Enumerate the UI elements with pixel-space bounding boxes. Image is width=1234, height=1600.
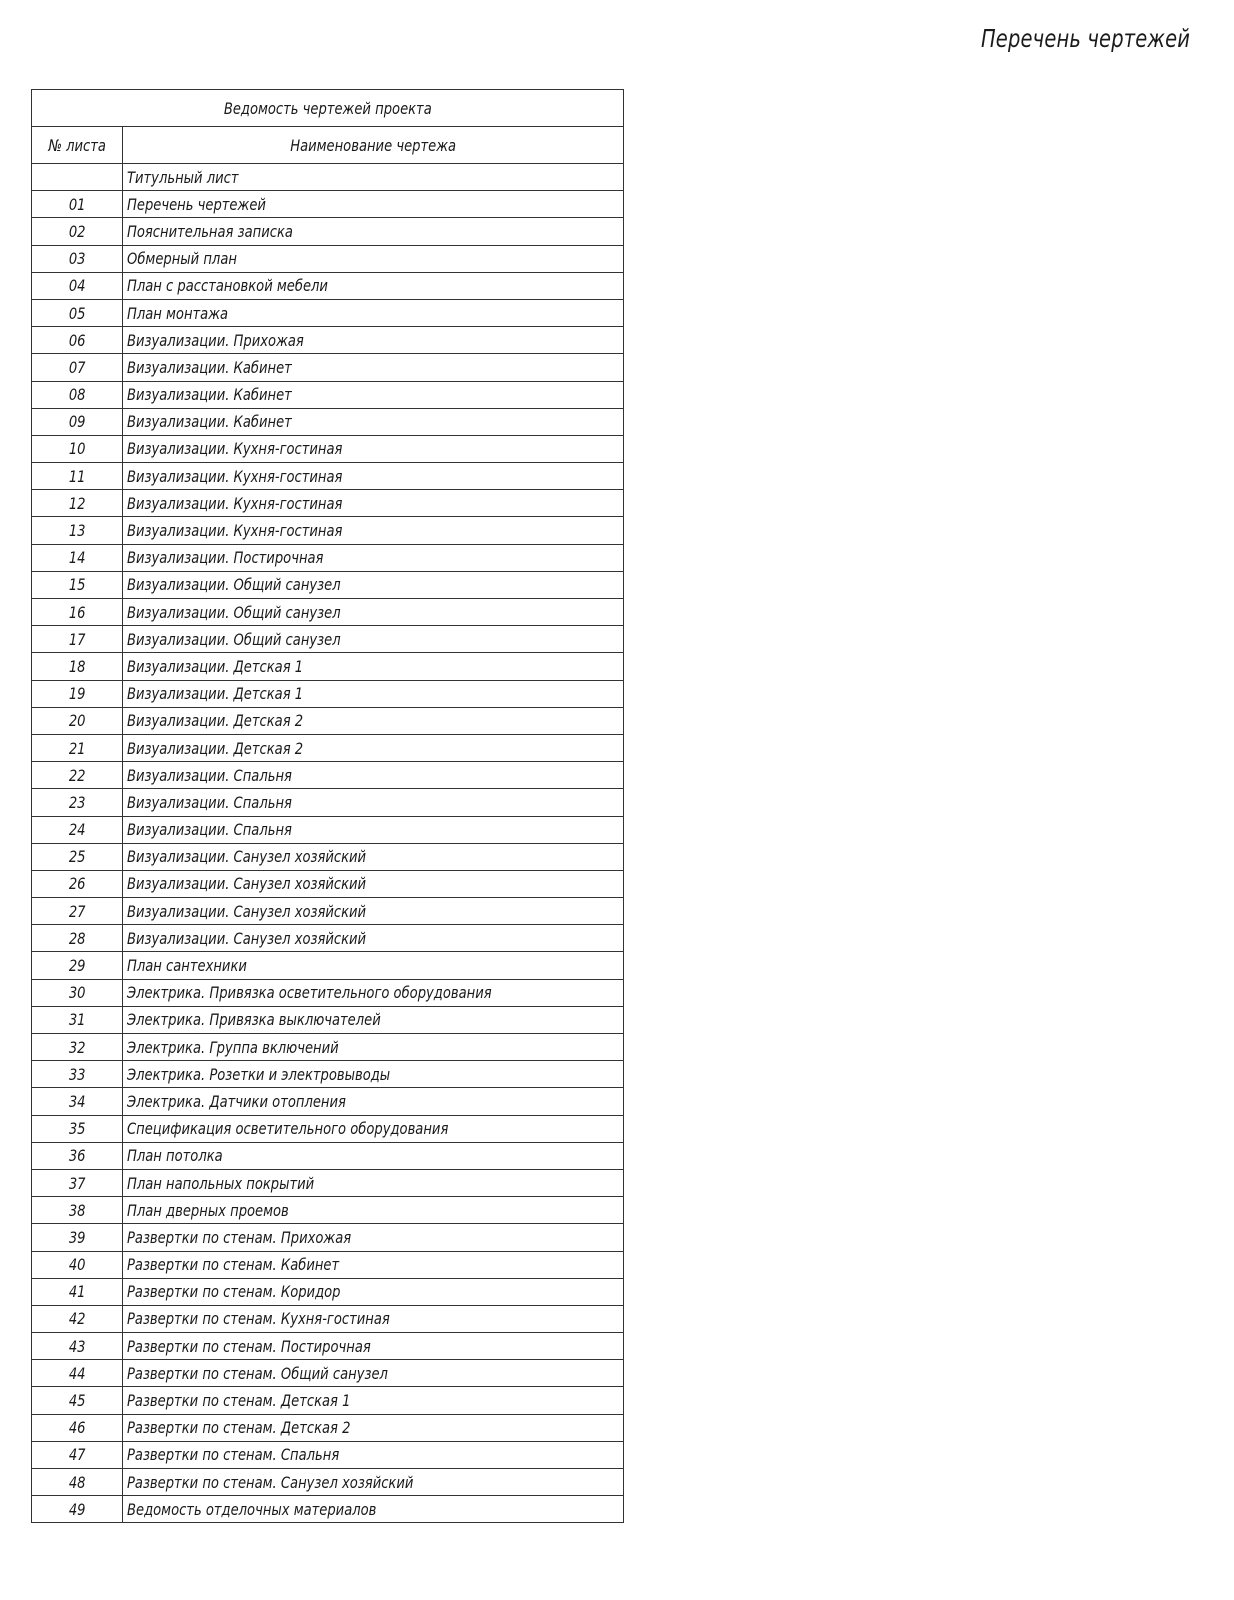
- drawing-name-cell: [123, 1006, 624, 1033]
- sheet-number: 49: [68, 1499, 86, 1519]
- drawing-name: План с расстановкой мебели: [127, 276, 329, 296]
- drawing-name-cell: [123, 272, 624, 299]
- table-row: [32, 544, 624, 571]
- drawing-name: Визуализации. Кухня-гостиная: [127, 521, 343, 541]
- sheet-number-cell: [32, 870, 123, 897]
- sheet-number: 23: [68, 792, 86, 812]
- drawing-name: Визуализации. Детская 1: [127, 684, 304, 704]
- drawing-name: Обмерный план: [127, 249, 238, 269]
- sheet-number: 06: [68, 330, 86, 350]
- table-row: [32, 1305, 624, 1332]
- sheet-number: 15: [68, 575, 86, 595]
- sheet-number-cell: [32, 245, 123, 272]
- sheet-number: 25: [68, 847, 86, 867]
- column-header-number: [32, 127, 123, 164]
- column-header-name: [123, 127, 624, 164]
- sheet-number-cell: [32, 680, 123, 707]
- drawing-name-cell: [123, 1034, 624, 1061]
- table-row: [32, 734, 624, 761]
- table-row: [32, 1006, 624, 1033]
- table-row: [32, 1414, 624, 1441]
- sheet-number: 20: [68, 711, 86, 731]
- drawing-name-cell: [123, 870, 624, 897]
- sheet-number: 30: [68, 983, 86, 1003]
- sheet-number: 02: [68, 221, 86, 241]
- table-row: [32, 1088, 624, 1115]
- sheet-number-cell: [32, 218, 123, 245]
- sheet-number-cell: [32, 816, 123, 843]
- table-row: [32, 1061, 624, 1088]
- sheet-number: 40: [68, 1255, 86, 1275]
- table-row: [32, 1197, 624, 1224]
- sheet-number-cell: [32, 544, 123, 571]
- sheet-number-cell: [32, 1115, 123, 1142]
- sheet-number-cell: [32, 653, 123, 680]
- table-row: [32, 898, 624, 925]
- drawing-name: План потолка: [127, 1146, 223, 1166]
- drawing-name-cell: [123, 1061, 624, 1088]
- drawing-name: Электрика. Датчики отопления: [127, 1091, 347, 1111]
- sheet-number: 26: [68, 874, 86, 894]
- drawing-name-cell: [123, 1169, 624, 1196]
- drawing-name-cell: [123, 1197, 624, 1224]
- sheet-number-cell: [32, 1360, 123, 1387]
- sheet-number: 43: [68, 1336, 86, 1356]
- drawing-name: Развертки по стенам. Спальня: [127, 1445, 340, 1465]
- table-row: [32, 408, 624, 435]
- drawing-name: Электрика. Группа включений: [127, 1037, 339, 1057]
- sheet-number: 12: [68, 493, 86, 513]
- table-row: [32, 1496, 624, 1523]
- drawing-name: Перечень чертежей: [127, 194, 267, 214]
- sheet-number: 29: [68, 956, 86, 976]
- drawing-name: Развертки по стенам. Детская 1: [127, 1391, 351, 1411]
- drawing-name: План дверных проемов: [127, 1200, 289, 1220]
- drawing-name-cell: [123, 408, 624, 435]
- drawing-name-cell: [123, 925, 624, 952]
- drawing-name: Визуализации. Санузел хозяйский: [127, 847, 367, 867]
- sheet-number-cell: [32, 898, 123, 925]
- sheet-number: 03: [68, 249, 86, 269]
- drawing-name: Визуализации. Кабинет: [127, 357, 292, 377]
- sheet-number: 39: [68, 1227, 86, 1247]
- table-row: [32, 680, 624, 707]
- table-row: [32, 843, 624, 870]
- sheet-number-cell: [32, 626, 123, 653]
- sheet-number: 35: [68, 1119, 86, 1139]
- sheet-number-cell: [32, 299, 123, 326]
- drawing-name-cell: [123, 1251, 624, 1278]
- drawing-name: Развертки по стенам. Санузел хозяйский: [127, 1472, 414, 1492]
- table-row: [32, 1251, 624, 1278]
- drawing-name-cell: [123, 599, 624, 626]
- drawing-name: Визуализации. Кухня-гостиная: [127, 466, 343, 486]
- drawing-name: Визуализации. Общий санузел: [127, 575, 341, 595]
- sheet-number-cell: [32, 1034, 123, 1061]
- drawing-name: Пояснительная записка: [127, 221, 294, 241]
- table-row: [32, 517, 624, 544]
- sheet-number-cell: [32, 707, 123, 734]
- table-row: [32, 1169, 624, 1196]
- drawing-name: Визуализации. Постирочная: [127, 548, 324, 568]
- sheet-number: 47: [68, 1445, 86, 1465]
- drawing-name-cell: [123, 762, 624, 789]
- drawing-name-cell: [123, 299, 624, 326]
- drawing-name: Визуализации. Спальня: [127, 765, 293, 785]
- drawing-name-cell: [123, 952, 624, 979]
- table-row: [32, 762, 624, 789]
- table-row: [32, 164, 624, 191]
- table-row: [32, 354, 624, 381]
- drawings-table: [31, 89, 624, 1523]
- sheet-number-cell: [32, 1469, 123, 1496]
- sheet-number-cell: [32, 571, 123, 598]
- drawing-name-cell: [123, 979, 624, 1006]
- drawing-name-cell: [123, 435, 624, 462]
- sheet-number-cell: [32, 435, 123, 462]
- drawing-name: Развертки по стенам. Постирочная: [127, 1336, 371, 1356]
- drawing-name-cell: [123, 816, 624, 843]
- table-row: [32, 1278, 624, 1305]
- drawing-name-cell: [123, 734, 624, 761]
- drawing-name: Визуализации. Общий санузел: [127, 629, 341, 649]
- sheet-number: 05: [68, 303, 86, 323]
- sheet-number-cell: [32, 1333, 123, 1360]
- sheet-number-cell: [32, 1224, 123, 1251]
- column-header-name-text: Наименование чертежа: [290, 135, 456, 155]
- sheet-number-cell: [32, 789, 123, 816]
- drawing-name-cell: [123, 680, 624, 707]
- sheet-number-cell: [32, 191, 123, 218]
- sheet-number-cell: [32, 1305, 123, 1332]
- drawing-name: Электрика. Привязка выключателей: [127, 1010, 381, 1030]
- sheet-number-cell: [32, 490, 123, 517]
- drawing-name-cell: [123, 517, 624, 544]
- drawing-name-cell: [123, 1224, 624, 1251]
- table-row: [32, 1115, 624, 1142]
- drawing-name: Электрика. Розетки и электровыводы: [127, 1064, 391, 1084]
- drawing-name-cell: [123, 1360, 624, 1387]
- sheet-number-cell: [32, 979, 123, 1006]
- drawing-name-cell: [123, 1088, 624, 1115]
- table-row: [32, 490, 624, 517]
- drawing-name-cell: [123, 653, 624, 680]
- table-header-row: [32, 127, 624, 164]
- table-row: [32, 1469, 624, 1496]
- table-caption-row: [32, 90, 624, 127]
- table-caption-text: Ведомость чертежей проекта: [223, 98, 432, 118]
- table-row: [32, 925, 624, 952]
- table-row: [32, 626, 624, 653]
- table-row: [32, 435, 624, 462]
- drawing-name-cell: [123, 843, 624, 870]
- drawing-name-cell: [123, 191, 624, 218]
- sheet-number-cell: [32, 843, 123, 870]
- drawing-name-cell: [123, 1115, 624, 1142]
- drawing-name: План монтажа: [127, 303, 229, 323]
- drawing-name: Визуализации. Кухня-гостиная: [127, 439, 343, 459]
- column-header-number-text: № листа: [48, 135, 106, 155]
- drawing-name: Визуализации. Санузел хозяйский: [127, 928, 367, 948]
- sheet-number: 32: [68, 1037, 86, 1057]
- sheet-number: 13: [68, 521, 86, 541]
- drawing-name: Электрика. Привязка осветительного оборудования: [127, 983, 492, 1003]
- table-caption: [32, 90, 624, 127]
- sheet-number: 37: [68, 1173, 86, 1193]
- drawing-name-cell: [123, 1333, 624, 1360]
- sheet-number: 33: [68, 1064, 86, 1084]
- sheet-number: 24: [68, 820, 86, 840]
- sheet-number-cell: [32, 1061, 123, 1088]
- sheet-number-cell: [32, 1251, 123, 1278]
- sheet-number-cell: [32, 1441, 123, 1468]
- sheet-number: 19: [68, 684, 86, 704]
- drawing-name-cell: [123, 707, 624, 734]
- drawing-name-cell: [123, 218, 624, 245]
- table-body: [32, 164, 624, 1523]
- drawing-name: План сантехники: [127, 956, 248, 976]
- sheet-number-cell: [32, 327, 123, 354]
- drawing-name-cell: [123, 544, 624, 571]
- drawing-name-cell: [123, 327, 624, 354]
- drawing-name: Спецификация осветительного оборудования: [127, 1119, 449, 1139]
- sheet-number-cell: [32, 1006, 123, 1033]
- sheet-number: 11: [68, 466, 86, 486]
- sheet-number-cell: [32, 164, 123, 191]
- drawing-name: Визуализации. Кухня-гостиная: [127, 493, 343, 513]
- sheet-number: 17: [68, 629, 86, 649]
- drawing-name-cell: [123, 898, 624, 925]
- table-row: [32, 870, 624, 897]
- drawing-name: Визуализации. Санузел хозяйский: [127, 901, 367, 921]
- drawing-name: Визуализации. Кабинет: [127, 412, 292, 432]
- sheet-number: 10: [68, 439, 86, 459]
- table-row: [32, 1224, 624, 1251]
- sheet-number-cell: [32, 1197, 123, 1224]
- table-row: [32, 218, 624, 245]
- sheet-number-cell: [32, 734, 123, 761]
- sheet-number: 07: [68, 357, 86, 377]
- drawing-name-cell: [123, 1496, 624, 1523]
- table-row: [32, 571, 624, 598]
- sheet-number: 41: [68, 1282, 86, 1302]
- table-row: [32, 979, 624, 1006]
- drawing-name-cell: [123, 626, 624, 653]
- sheet-number: 08: [68, 385, 86, 405]
- sheet-number: 27: [68, 901, 86, 921]
- drawing-name-cell: [123, 490, 624, 517]
- drawing-name: Ведомость отделочных материалов: [127, 1499, 377, 1519]
- sheet-number-cell: [32, 381, 123, 408]
- table-row: [32, 381, 624, 408]
- drawing-name-cell: [123, 164, 624, 191]
- sheet-number: 36: [68, 1146, 86, 1166]
- drawing-name-cell: [123, 1469, 624, 1496]
- table-row: [32, 653, 624, 680]
- sheet-number-cell: [32, 517, 123, 544]
- drawing-name: Визуализации. Прихожая: [127, 330, 304, 350]
- sheet-number-cell: [32, 1414, 123, 1441]
- table-row: [32, 299, 624, 326]
- table-row: [32, 707, 624, 734]
- sheet-number: 21: [68, 738, 86, 758]
- sheet-number-cell: [32, 1142, 123, 1169]
- table-row: [32, 816, 624, 843]
- drawing-name-cell: [123, 1142, 624, 1169]
- drawing-name-cell: [123, 1278, 624, 1305]
- sheet-number-cell: [32, 952, 123, 979]
- sheet-number-cell: [32, 1387, 123, 1414]
- drawing-name: Развертки по стенам. Кабинет: [127, 1255, 340, 1275]
- sheet-number: 46: [68, 1418, 86, 1438]
- drawing-name: Визуализации. Спальня: [127, 792, 293, 812]
- sheet-number: 42: [68, 1309, 86, 1329]
- sheet-number: 44: [68, 1363, 86, 1383]
- drawing-name: Развертки по стенам. Кухня-гостиная: [127, 1309, 390, 1329]
- sheet-number: 28: [68, 928, 86, 948]
- sheet-number-cell: [32, 762, 123, 789]
- drawing-name: План напольных покрытий: [127, 1173, 315, 1193]
- drawing-name-cell: [123, 354, 624, 381]
- drawing-name-cell: [123, 1387, 624, 1414]
- sheet-number-cell: [32, 354, 123, 381]
- drawing-name: Титульный лист: [127, 167, 239, 187]
- page-title: Перечень чертежей: [980, 24, 1190, 53]
- table-row: [32, 327, 624, 354]
- table-row: [32, 463, 624, 490]
- drawing-name-cell: [123, 381, 624, 408]
- sheet-number-cell: [32, 272, 123, 299]
- drawing-name: Развертки по стенам. Детская 2: [127, 1418, 351, 1438]
- sheet-number-cell: [32, 1278, 123, 1305]
- drawing-name: Визуализации. Детская 2: [127, 711, 304, 731]
- drawing-name: Визуализации. Детская 2: [127, 738, 304, 758]
- drawing-name: Визуализации. Санузел хозяйский: [127, 874, 367, 894]
- sheet-number: 38: [68, 1200, 86, 1220]
- drawing-name: Развертки по стенам. Коридор: [127, 1282, 341, 1302]
- table-row: [32, 1360, 624, 1387]
- drawing-name-cell: [123, 789, 624, 816]
- table-row: [32, 272, 624, 299]
- sheet-number: 01: [68, 194, 86, 214]
- sheet-number: 09: [68, 412, 86, 432]
- sheet-number-cell: [32, 1169, 123, 1196]
- drawing-name-cell: [123, 1414, 624, 1441]
- sheet-number: 04: [68, 276, 86, 296]
- table-row: [32, 789, 624, 816]
- drawing-name: Визуализации. Общий санузел: [127, 602, 341, 622]
- table-row: [32, 599, 624, 626]
- drawing-name: Визуализации. Кабинет: [127, 385, 292, 405]
- sheet-number-cell: [32, 599, 123, 626]
- drawing-name-cell: [123, 571, 624, 598]
- sheet-number: 45: [68, 1391, 86, 1411]
- table-row: [32, 1333, 624, 1360]
- drawing-name: Визуализации. Спальня: [127, 820, 293, 840]
- sheet-number-cell: [32, 1496, 123, 1523]
- sheet-number: 31: [68, 1010, 86, 1030]
- sheet-number: 16: [68, 602, 86, 622]
- table-row: [32, 1034, 624, 1061]
- sheet-number: 18: [68, 656, 86, 676]
- table-row: [32, 1142, 624, 1169]
- table-row: [32, 191, 624, 218]
- sheet-number: 34: [68, 1091, 86, 1111]
- sheet-number-cell: [32, 925, 123, 952]
- table-row: [32, 952, 624, 979]
- drawing-name: Визуализации. Детская 1: [127, 656, 304, 676]
- table-row: [32, 245, 624, 272]
- sheet-number: 48: [68, 1472, 86, 1492]
- drawing-name-cell: [123, 463, 624, 490]
- drawing-name: Развертки по стенам. Общий санузел: [127, 1363, 389, 1383]
- drawing-name-cell: [123, 245, 624, 272]
- sheet-number-cell: [32, 1088, 123, 1115]
- sheet-number: 14: [68, 548, 86, 568]
- sheet-number-cell: [32, 463, 123, 490]
- sheet-number: 22: [68, 765, 86, 785]
- sheet-number-cell: [32, 408, 123, 435]
- table-row: [32, 1441, 624, 1468]
- table-row: [32, 1387, 624, 1414]
- drawing-name: Развертки по стенам. Прихожая: [127, 1227, 352, 1247]
- drawing-name-cell: [123, 1305, 624, 1332]
- drawing-name-cell: [123, 1441, 624, 1468]
